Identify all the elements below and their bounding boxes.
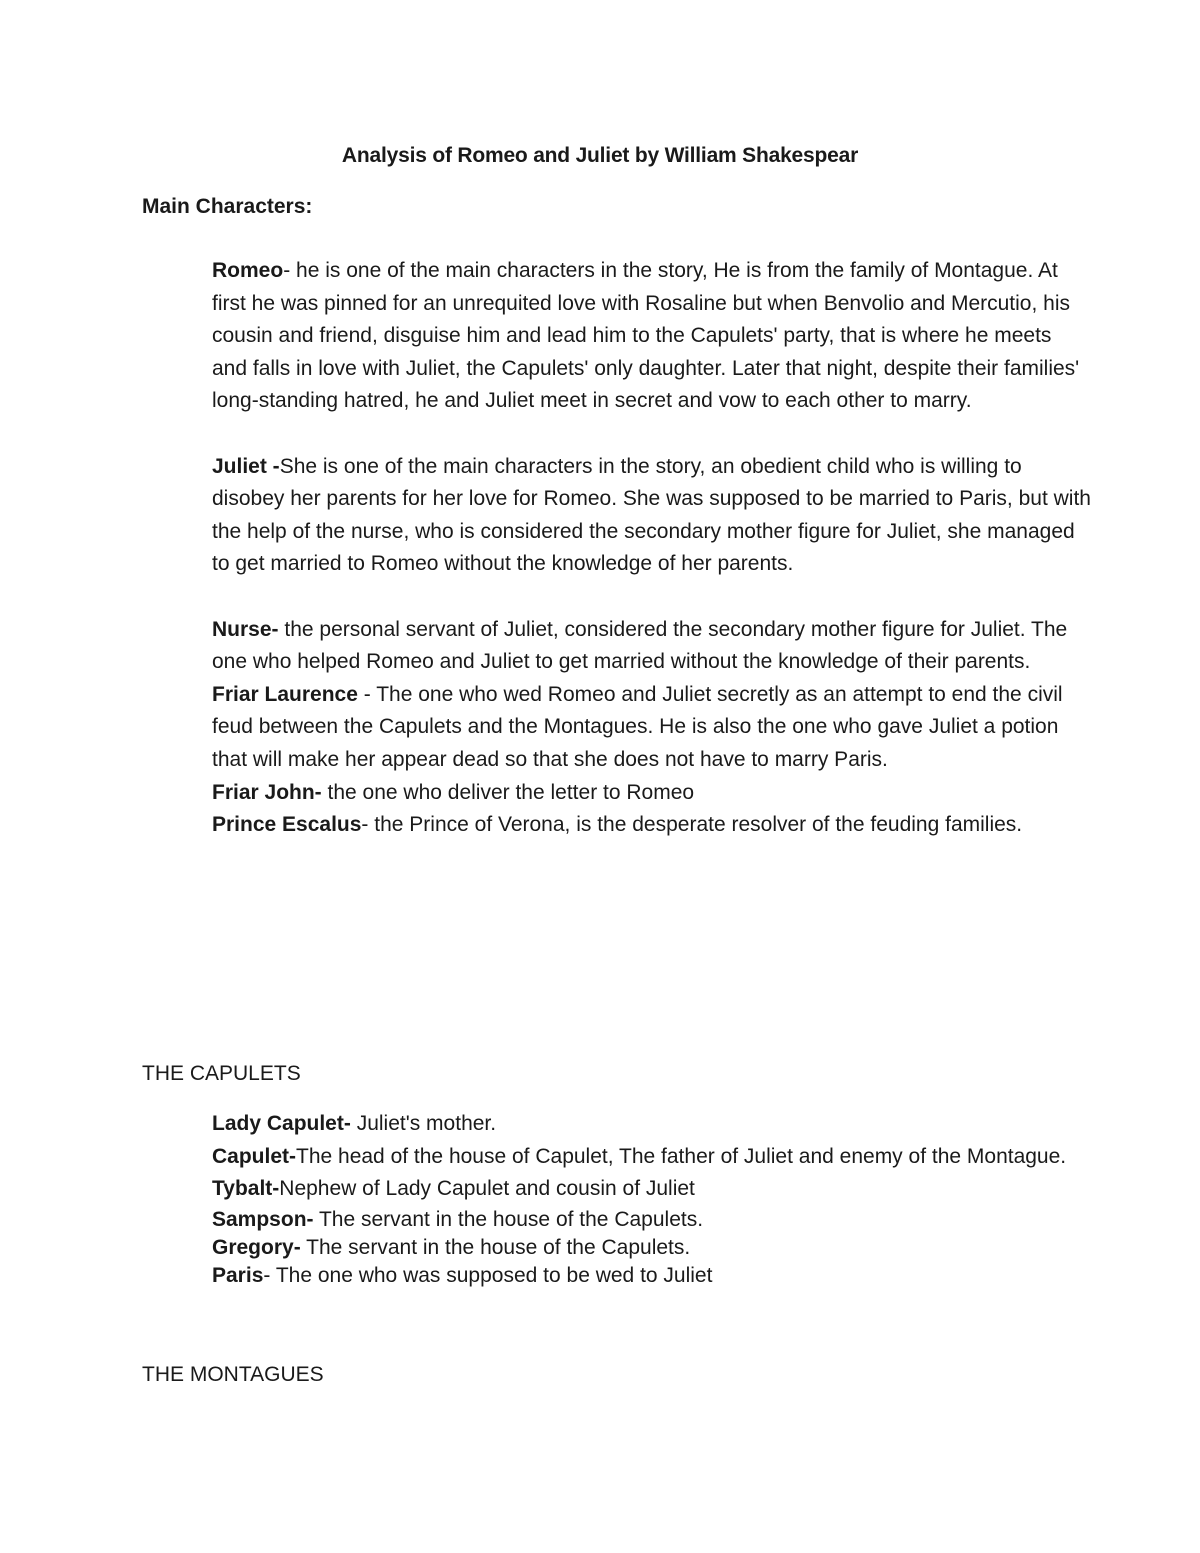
character-name: Prince Escalus	[212, 813, 362, 837]
character-name: Gregory-	[212, 1235, 301, 1259]
main-characters-list	[212, 255, 1092, 842]
character-description: Nephew of Lady Capulet and cousin of Juliet	[279, 1177, 695, 1201]
character-entry-paris	[212, 1262, 1092, 1290]
character-entry-prince-escalus	[212, 809, 1092, 842]
character-description: - The one who was supposed to be wed to Juliet	[263, 1263, 713, 1287]
character-entry-nurse	[212, 614, 1092, 679]
character-description: The servant in the house of the Capulets.	[300, 1235, 691, 1259]
character-name: Lady Capulet-	[212, 1112, 351, 1135]
character-description: She is one of the main characters in the story, an obedient child who is willing to disobey her parents for her love for Romeo. She was supposed to be married to Paris, but with the help of the nurse, who is considered the secondary mother figure for Juliet, she managed to get married to Romeo without the knowledge of her parents.	[212, 454, 1091, 576]
main-characters-heading: Main Characters:	[142, 195, 313, 218]
character-description: The servant in the house of the Capulets.	[313, 1207, 704, 1231]
character-name: Nurse-	[212, 617, 279, 641]
character-name: Paris	[212, 1263, 264, 1287]
character-entry-sampson	[212, 1206, 1092, 1234]
capulets-heading: THE CAPULETS	[142, 1062, 301, 1085]
character-entry-romeo	[212, 255, 1092, 418]
character-description: the personal servant of Juliet, considered the secondary mother figure for Juliet. The one who helped Romeo and Juliet to get married without the knowledge of their parents.	[212, 617, 1068, 674]
character-entry-capulet	[212, 1141, 1092, 1174]
character-entry-tybalt	[212, 1173, 1092, 1206]
character-description: Juliet's mother.	[350, 1112, 497, 1135]
character-name: Tybalt-	[212, 1177, 280, 1201]
character-entry-gregory	[212, 1234, 1092, 1262]
character-description: - The one who wed Romeo and Juliet secretly as an attempt to end the civil feud between the Capulets and the Montagues. He is also the one who gave Juliet a potion that will make her appear dead so that she does not have to marry Paris.	[212, 682, 1063, 771]
character-entry-juliet	[212, 451, 1092, 581]
character-entry-lady-capulet	[212, 1108, 1092, 1141]
document-title: Analysis of Romeo and Juliet by William Shakespear	[341, 144, 859, 167]
character-name: Capulet-	[212, 1144, 296, 1168]
character-name: Sampson-	[212, 1207, 314, 1231]
character-name: Juliet -	[212, 454, 280, 478]
character-name: Friar Laurence	[212, 682, 358, 706]
character-name: Romeo	[212, 259, 284, 282]
character-name: Friar John-	[212, 780, 322, 804]
character-description: The head of the house of Capulet, The father of Juliet and enemy of the Montague.	[296, 1144, 1067, 1168]
character-description: - the Prince of Verona, is the desperate resolver of the feuding families.	[361, 813, 1023, 837]
montagues-heading: THE MONTAGUES	[142, 1363, 324, 1386]
character-entry-friar-john	[212, 777, 1092, 810]
character-entry-friar-laurence	[212, 679, 1092, 777]
capulets-list	[212, 1108, 1092, 1290]
character-description: the one who deliver the letter to Romeo	[321, 780, 695, 804]
character-description: - he is one of the main characters in the story, He is from the family of Montague. At first he was pinned for an unrequited love with Rosaline but when Benvolio and Mercutio, his cousin and friend, disguise him and lead him to the Capulets' party, that is where he meets and falls in love with Juliet, the Capulets' only daughter. Later that night, despite their families' long-standing hatred, he and Juliet meet in secret and vow to each other to marry.	[212, 259, 1080, 413]
